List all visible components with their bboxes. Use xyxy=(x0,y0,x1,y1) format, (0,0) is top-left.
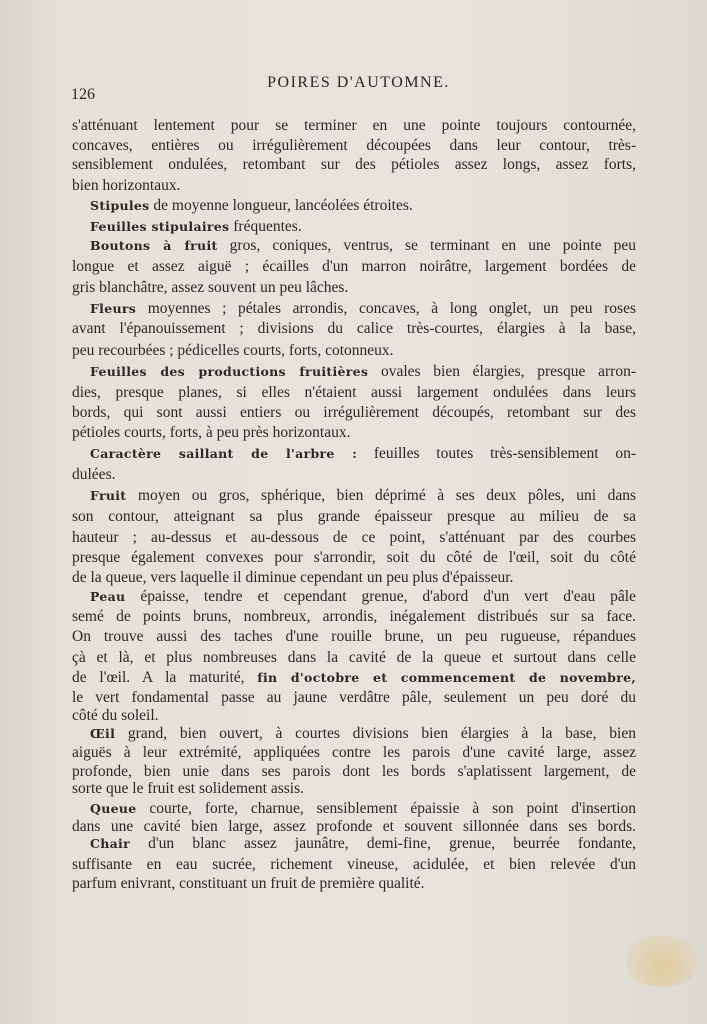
text-line xyxy=(72,818,636,836)
line-text: s'atténuant lentement pour se terminer en une pointe toujours contournée, xyxy=(72,117,636,134)
line-text: grand, bien ouvert, à courtes divisions bien élargies à la base, bien xyxy=(115,725,636,742)
line-text: d'un blanc assez jaunâtre, demi-fine, grenue, beurrée fondante, xyxy=(129,835,636,852)
line-text: de l'œil. A la maturité, xyxy=(72,669,258,686)
line-text: ovales bien élargies, presque arron- xyxy=(368,363,636,380)
text-line xyxy=(72,404,636,422)
line-text: de moyenne longueur, lancéolées étroites. xyxy=(149,197,413,214)
text-line xyxy=(90,363,636,381)
text-line xyxy=(72,156,636,174)
line-text: feuilles toutes très-sensiblement on- xyxy=(357,445,636,462)
text-line xyxy=(72,258,636,276)
line-text: côté du soleil. xyxy=(72,707,159,724)
text-line xyxy=(90,218,636,236)
text-line xyxy=(90,445,636,463)
line-text: dulées. xyxy=(72,466,116,483)
paragraph-lead-term: Queue xyxy=(90,801,137,816)
text-line xyxy=(72,763,636,781)
line-text: dies, presque planes, si elles n'étaient aussi largement ondulées dans leurs xyxy=(72,384,636,401)
text-line xyxy=(72,707,636,725)
text-line xyxy=(72,780,636,798)
text-line xyxy=(90,725,636,743)
text-line xyxy=(72,320,636,338)
line-text: gros, coniques, ventrus, se terminant en une pointe peu xyxy=(217,237,636,254)
line-text: çà et là, et plus nombreuses dans la cavité de la queue et surtout dans celle xyxy=(72,649,636,666)
text-line xyxy=(72,608,636,626)
paragraph-lead-term: Chair xyxy=(90,836,130,851)
text-line xyxy=(72,384,636,402)
line-text: moyen ou gros, sphérique, bien déprimé à ses deux pôles, uni dans xyxy=(126,487,636,504)
line-text: avant l'épanouissement ; divisions du calice très-courtes, élargies à la base, xyxy=(72,320,636,337)
text-line xyxy=(72,689,636,707)
line-text: dans une cavité bien large, assez profonde et souvent sillonnée dans ses bords. xyxy=(72,818,636,835)
text-line xyxy=(72,279,636,297)
text-line xyxy=(72,875,636,893)
text-line xyxy=(90,300,636,318)
text-line xyxy=(72,649,636,667)
paragraph-lead-term: Fleurs xyxy=(90,301,137,316)
text-line xyxy=(72,117,636,135)
line-text: son contour, atteignant sa plus grande épaisseur presque au milieu de sa xyxy=(72,508,636,525)
line-text: On trouve aussi des taches d'une rouille brune, un peu rugueuse, répandues xyxy=(72,628,636,645)
line-text: moyennes ; pétales arrondis, concaves, à long onglet, un peu roses xyxy=(136,300,636,317)
line-text: sensiblement ondulées, retombant sur des pétioles assez longs, assez forts, xyxy=(72,156,636,173)
line-text: hauteur ; au-dessus et au-dessous de ce point, s'atténuant par des courbes xyxy=(72,529,636,546)
maturity-period: fin d'octobre et commencement de novembre, xyxy=(257,670,636,685)
text-line xyxy=(72,508,636,526)
running-title: POIRES D'AUTOMNE. xyxy=(267,74,450,91)
paragraph-lead-term: Peau xyxy=(90,589,126,604)
line-text: concaves, entières ou irrégulièrement découpées dans leur contour, très- xyxy=(72,137,636,154)
line-text: pétioles courts, forts, à peu près horizontaux. xyxy=(72,424,351,441)
paragraph-lead-term: Stipules xyxy=(90,198,150,213)
text-line xyxy=(72,669,636,687)
line-text: aiguës à leur extrémité, appliquées contre les parois d'une cavité large, assez xyxy=(72,744,636,761)
text-line xyxy=(90,835,636,853)
line-text: bien horizontaux. xyxy=(72,177,181,194)
paragraph-lead-term: Œil xyxy=(90,726,116,741)
text-line xyxy=(72,424,636,442)
text-line xyxy=(90,588,636,606)
line-text: presque également convexes pour s'arrondir, soit du côté de l'œil, soit du côté xyxy=(72,549,636,566)
line-text: longue et assez aiguë ; écailles d'un marron noirâtre, largement bordées de xyxy=(72,258,636,275)
text-line xyxy=(72,856,636,874)
line-text: courte, forte, charnue, sensiblement épaissie à son point d'insertion xyxy=(136,800,636,817)
text-line xyxy=(72,569,636,587)
line-text: sorte que le fruit est solidement assis. xyxy=(72,780,305,797)
text-line xyxy=(90,487,636,505)
line-text: parfum enivrant, constituant un fruit de première qualité. xyxy=(72,875,425,892)
line-text: bords, qui sont aussi entiers ou irrégulièrement découpés, retombant sur des xyxy=(72,404,636,421)
line-text: peu recourbées ; pédicelles courts, forts, cotonneux. xyxy=(72,342,394,359)
line-text: suffisante en eau sucrée, richement vineuse, acidulée, et bien relevée d'un xyxy=(72,856,636,873)
paragraph-lead-term: Feuilles stipulaires xyxy=(90,219,230,234)
text-line xyxy=(72,342,636,360)
page-number: 126 xyxy=(71,86,95,103)
text-line xyxy=(72,744,636,762)
text-line xyxy=(72,549,636,567)
text-line xyxy=(72,628,636,646)
text-line xyxy=(72,137,636,155)
text-line xyxy=(90,800,636,818)
text-line xyxy=(72,177,636,195)
text-line xyxy=(72,466,636,484)
line-text: semé de points bruns, nombreux, arrondis, inégalement distribués sur sa face. xyxy=(72,608,636,625)
line-text: profonde, bien unie dans ses parois dont les bords s'aplatissent largement, de xyxy=(72,763,636,780)
line-text: épaisse, tendre et cependant grenue, d'abord d'un vert d'eau pâle xyxy=(125,588,636,605)
line-text: gris blanchâtre, assez souvent un peu lâches. xyxy=(72,279,349,296)
paper-stain xyxy=(627,936,697,986)
paragraph-lead-term: Feuilles des productions fruitières xyxy=(90,364,369,379)
paragraph-lead-term: Boutons à fruit xyxy=(90,238,218,253)
text-line xyxy=(72,529,636,547)
text-line xyxy=(90,197,636,215)
line-text: fréquentes. xyxy=(229,218,302,235)
line-text: le vert fondamental passe au jaune verdâtre pâle, seulement un peu doré du xyxy=(72,689,636,706)
paragraph-lead-term: Fruit xyxy=(90,488,127,503)
paragraph-lead-term: Caractère saillant de l'arbre : xyxy=(90,446,358,461)
line-text: de la queue, vers laquelle il diminue cependant un peu plus d'épaisseur. xyxy=(72,569,514,586)
text-line xyxy=(90,237,636,255)
